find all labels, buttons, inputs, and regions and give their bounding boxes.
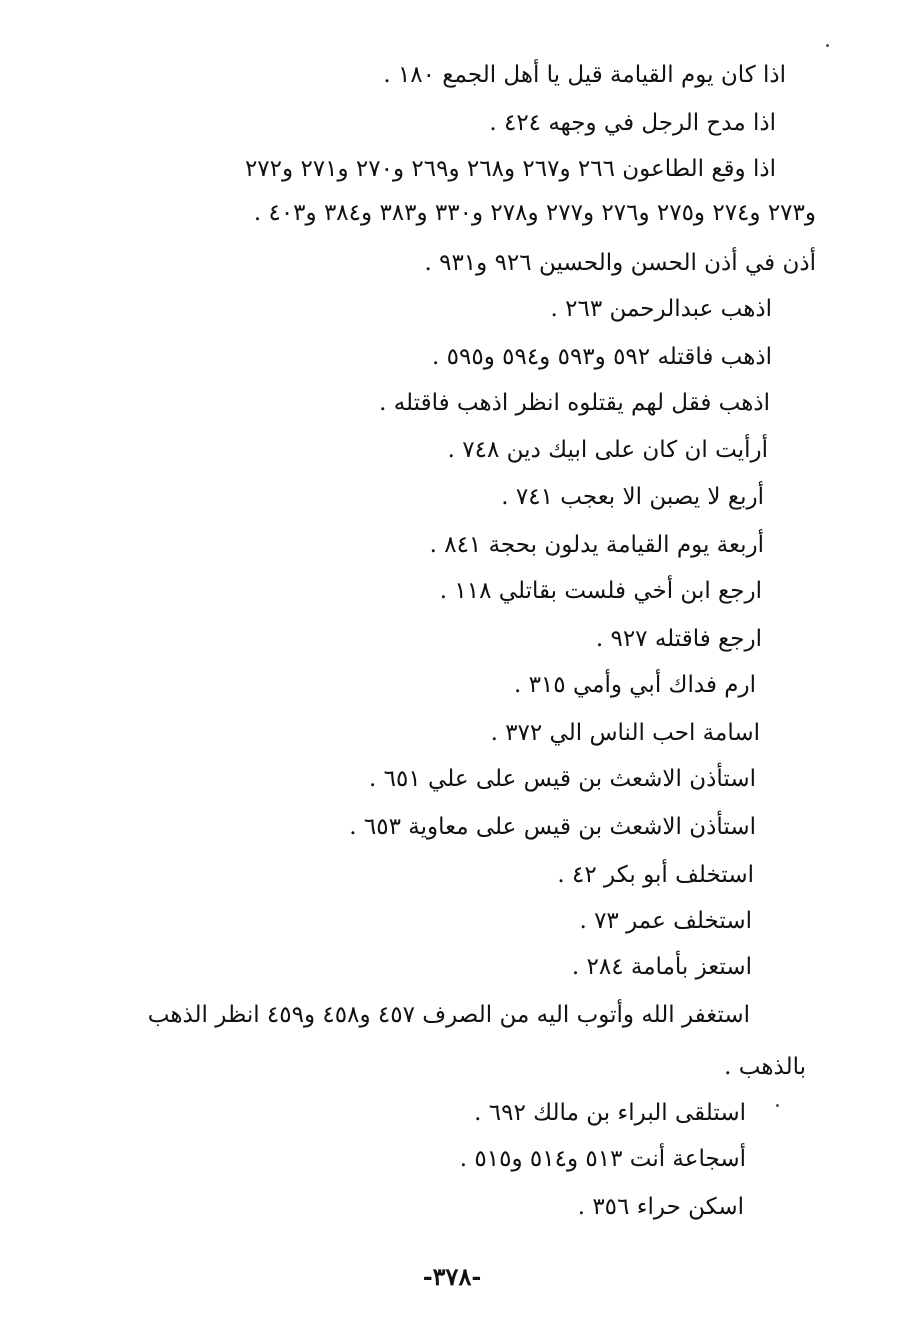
- index-entry: اسامة احب الناس الي ٣٧٢ .: [490, 720, 760, 746]
- index-entry: استعز بأمامة ٢٨٤ .: [571, 954, 752, 980]
- index-entry: أرأيت ان كان على ابيك دين ٧٤٨ .: [447, 437, 768, 463]
- page-number: -٣٧٨-: [422, 1262, 482, 1291]
- index-entry: اسكن حراء ٣٥٦ .: [577, 1194, 744, 1220]
- index-entry: ارجع فاقتله ٩٢٧ .: [595, 626, 762, 652]
- index-entry: اذهب فاقتله ٥٩٢ و٥٩٣ و٥٩٤ و٥٩٥ .: [432, 344, 772, 370]
- index-entry-continuation: بالذهب .: [724, 1054, 806, 1080]
- index-entry: استخلف أبو بكر ٤٢ .: [557, 862, 754, 888]
- scan-speck: [826, 44, 829, 47]
- index-entry: اذا مدح الرجل في وجهه ٤٢٤ .: [489, 110, 776, 136]
- index-entry: استأذن الاشعث بن قيس على معاوية ٦٥٣ .: [349, 814, 756, 840]
- index-entry: اذا كان يوم القيامة قيل يا أهل الجمع ١٨٠ .: [383, 62, 786, 88]
- index-entry: استلقى البراء بن مالك ٦٩٢ .: [474, 1100, 746, 1126]
- index-entry: اذهب فقل لهم يقتلوه انظر اذهب فاقتله .: [379, 390, 770, 416]
- index-entry: أربعة يوم القيامة يدلون بحجة ٨٤١ .: [429, 532, 764, 558]
- index-entry: استأذن الاشعث بن قيس على علي ٦٥١ .: [369, 766, 756, 792]
- scan-speck: [776, 1104, 779, 1107]
- index-entry: أسجاعة أنت ٥١٣ و٥١٤ و٥١٥ .: [459, 1146, 746, 1172]
- index-entry: ارجع ابن أخي فلست بقاتلي ١١٨ .: [439, 578, 762, 604]
- index-entry: أربع لا يصبن الا بعجب ٧٤١ .: [501, 484, 764, 510]
- index-entry: ارم فداك أبي وأمي ٣١٥ .: [513, 672, 756, 698]
- index-entry: استخلف عمر ٧٣ .: [579, 908, 752, 934]
- index-entry-continuation: و٢٧٣ و٢٧٤ و٢٧٥ و٢٧٦ و٢٧٧ و٢٧٨ و٣٣٠ و٣٨٣ و٣٨٤ و٤٠٣ .: [253, 200, 816, 226]
- index-entry: أذن في أذن الحسن والحسين ٩٢٦ و٩٣١ .: [424, 250, 816, 276]
- index-entry: اذا وقع الطاعون ٢٦٦ و٢٦٧ و٢٦٨ و٢٦٩ و٢٧٠ و٢٧١ و٢٧٢: [244, 156, 776, 182]
- index-entry: اذهب عبدالرحمن ٢٦٣ .: [550, 296, 772, 322]
- index-entry: استغفر الله وأتوب اليه من الصرف ٤٥٧ و٤٥٨ و٤٥٩ انظر الذهب: [147, 1002, 750, 1028]
